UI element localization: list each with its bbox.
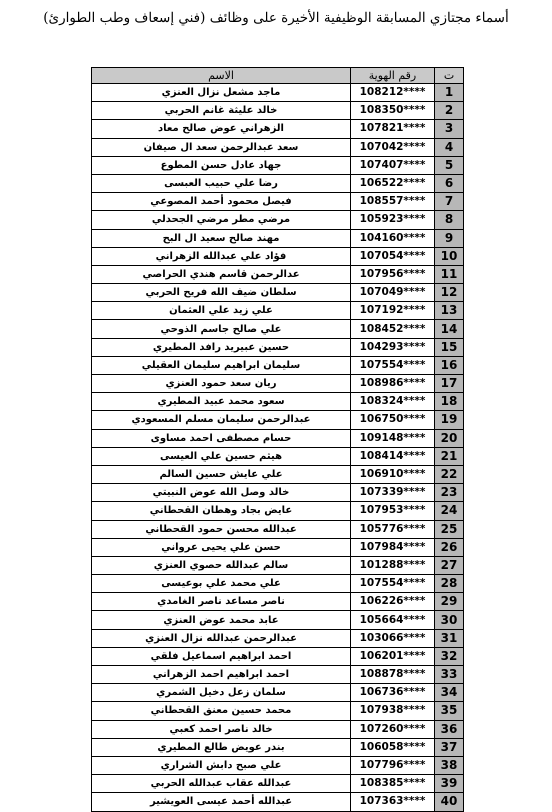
row-number: 6 <box>435 174 464 192</box>
row-name: عايض بجاد وهطان القحطاني <box>92 502 351 520</box>
row-name: عبدالله محسن حمود القحطاني <box>92 520 351 538</box>
table-row <box>92 120 464 138</box>
row-id: 108385**** <box>351 775 435 793</box>
table-row <box>92 429 464 447</box>
table-row <box>92 447 464 465</box>
table-row <box>92 756 464 774</box>
row-number: 1 <box>435 84 464 102</box>
table-row <box>92 356 464 374</box>
table-row <box>92 375 464 393</box>
row-name: جهاد عادل حسن المطوع <box>92 156 351 174</box>
row-name: حسام مصطفى احمد مساوى <box>92 429 351 447</box>
row-id: 101288**** <box>351 556 435 574</box>
table-row <box>92 211 464 229</box>
table-row <box>92 629 464 647</box>
header-number: ت <box>435 68 464 84</box>
table-row <box>92 520 464 538</box>
row-name: فيصل محمود أحمد المصوعي <box>92 193 351 211</box>
table-row <box>92 738 464 756</box>
row-name: خالد وصل الله عوض النبيتي <box>92 484 351 502</box>
table-row <box>92 193 464 211</box>
row-number: 9 <box>435 229 464 247</box>
row-name: احمد ابراهيم اسماعيل فلقي <box>92 647 351 665</box>
row-number: 31 <box>435 629 464 647</box>
table-row <box>92 393 464 411</box>
row-number: 38 <box>435 756 464 774</box>
row-id: 108324**** <box>351 393 435 411</box>
table-header-row <box>92 68 464 84</box>
row-name: بندر عويض طالع المطيري <box>92 738 351 756</box>
table-row <box>92 538 464 556</box>
row-id: 103066**** <box>351 629 435 647</box>
row-number: 24 <box>435 502 464 520</box>
row-number: 40 <box>435 793 464 811</box>
row-id: 106058**** <box>351 738 435 756</box>
row-name: حسين عبيريد رافد المطيري <box>92 338 351 356</box>
row-number: 27 <box>435 556 464 574</box>
row-name: احمد ابراهيم احمد الزهراني <box>92 666 351 684</box>
table-row <box>92 174 464 192</box>
row-number: 2 <box>435 102 464 120</box>
row-number: 25 <box>435 520 464 538</box>
row-number: 36 <box>435 720 464 738</box>
row-name: سليمان ابراهيم سليمان العقيلي <box>92 356 351 374</box>
row-number: 7 <box>435 193 464 211</box>
row-number: 28 <box>435 575 464 593</box>
row-id: 108878**** <box>351 666 435 684</box>
row-number: 19 <box>435 411 464 429</box>
row-id: 105776**** <box>351 520 435 538</box>
row-number: 12 <box>435 284 464 302</box>
row-name: علي محمد علي بوعيسى <box>92 575 351 593</box>
row-name: رضا علي حبيب العبسى <box>92 174 351 192</box>
table-row <box>92 702 464 720</box>
row-number: 39 <box>435 775 464 793</box>
row-number: 23 <box>435 484 464 502</box>
header-name: الاسم <box>92 68 351 84</box>
table-row <box>92 611 464 629</box>
table-row <box>92 793 464 811</box>
row-id: 108350**** <box>351 102 435 120</box>
row-number: 4 <box>435 138 464 156</box>
row-name: عدالرحمن قاسم هندي الحراصي <box>92 265 351 283</box>
row-id: 107042**** <box>351 138 435 156</box>
table-row <box>92 484 464 502</box>
row-number: 29 <box>435 593 464 611</box>
row-name: ريان سعد حمود العنزي <box>92 375 351 393</box>
row-id: 107796**** <box>351 756 435 774</box>
row-number: 13 <box>435 302 464 320</box>
row-id: 108414**** <box>351 447 435 465</box>
row-name: علي صالح جاسم الذوحي <box>92 320 351 338</box>
row-name: عبدالرحمن سليمان مسلم المسعودي <box>92 411 351 429</box>
row-name: مرضي مطر مرضي الجحدلي <box>92 211 351 229</box>
table-row <box>92 265 464 283</box>
table-row <box>92 138 464 156</box>
row-id: 107049**** <box>351 284 435 302</box>
row-id: 107554**** <box>351 356 435 374</box>
table-row <box>92 556 464 574</box>
row-name: ناصر مساعد ناصر الغامدي <box>92 593 351 611</box>
row-id: 107260**** <box>351 720 435 738</box>
table-row <box>92 320 464 338</box>
row-id: 105923**** <box>351 211 435 229</box>
header-id: رقم الهوية <box>351 68 435 84</box>
row-name: فؤاد علي عبدالله الزهراني <box>92 247 351 265</box>
row-number: 30 <box>435 611 464 629</box>
row-id: 106201**** <box>351 647 435 665</box>
row-name: عبدالله عقاب عبدالله الحربي <box>92 775 351 793</box>
results-table <box>91 67 464 812</box>
row-id: 107363**** <box>351 793 435 811</box>
row-name: هيثم حسين علي العيسى <box>92 447 351 465</box>
table-row <box>92 647 464 665</box>
row-number: 21 <box>435 447 464 465</box>
row-id: 108557**** <box>351 193 435 211</box>
row-id: 107956**** <box>351 265 435 283</box>
row-id: 104293**** <box>351 338 435 356</box>
row-number: 37 <box>435 738 464 756</box>
row-number: 17 <box>435 375 464 393</box>
row-number: 16 <box>435 356 464 374</box>
row-number: 3 <box>435 120 464 138</box>
row-id: 106736**** <box>351 684 435 702</box>
row-name: سالم عبدالله حصوي العنزي <box>92 556 351 574</box>
table-row <box>92 575 464 593</box>
row-name: الزهراني عوض صالح معاد <box>92 120 351 138</box>
row-id: 107953**** <box>351 502 435 520</box>
row-number: 33 <box>435 666 464 684</box>
row-name: علي عايش حسين السالم <box>92 465 351 483</box>
table-row <box>92 411 464 429</box>
row-number: 11 <box>435 265 464 283</box>
table-row <box>92 666 464 684</box>
table-row <box>92 502 464 520</box>
row-id: 107938**** <box>351 702 435 720</box>
row-id: 107339**** <box>351 484 435 502</box>
row-name: خالد عليثة غانم الحربي <box>92 102 351 120</box>
row-id: 107984**** <box>351 538 435 556</box>
row-number: 26 <box>435 538 464 556</box>
row-number: 32 <box>435 647 464 665</box>
row-id: 106522**** <box>351 174 435 192</box>
row-name: عبدالرحمن عبدالله نزال العنزي <box>92 629 351 647</box>
row-id: 107192**** <box>351 302 435 320</box>
row-name: محمد حسين معنق القحطاني <box>92 702 351 720</box>
table-row <box>92 102 464 120</box>
table-row <box>92 465 464 483</box>
row-name: سلطان ضيف الله فريح الحربي <box>92 284 351 302</box>
table-row <box>92 720 464 738</box>
row-number: 22 <box>435 465 464 483</box>
row-id: 107407**** <box>351 156 435 174</box>
row-name: سلمان زعل دخيل الشمري <box>92 684 351 702</box>
table-row <box>92 284 464 302</box>
row-number: 8 <box>435 211 464 229</box>
row-number: 5 <box>435 156 464 174</box>
row-name: حسن علي يحيى عرواني <box>92 538 351 556</box>
row-name: مهند صالح سعيد ال البح <box>92 229 351 247</box>
table-row <box>92 229 464 247</box>
table-row <box>92 247 464 265</box>
table-row <box>92 302 464 320</box>
row-id: 106910**** <box>351 465 435 483</box>
row-name: عابد محمد عوض العنزي <box>92 611 351 629</box>
row-id: 107054**** <box>351 247 435 265</box>
row-number: 34 <box>435 684 464 702</box>
row-id: 108986**** <box>351 375 435 393</box>
row-number: 35 <box>435 702 464 720</box>
row-name: خالد ناصر احمد كعبي <box>92 720 351 738</box>
table-row <box>92 156 464 174</box>
document-title: أسماء مجتازي المسابقة الوظيفية الأخيرة على وظائف (فني إسعاف وطب الطوارئ) <box>43 10 509 26</box>
row-id: 106226**** <box>351 593 435 611</box>
table-row <box>92 338 464 356</box>
row-number: 10 <box>435 247 464 265</box>
row-id: 105664**** <box>351 611 435 629</box>
row-name: ماجد مشعل نزال العنزي <box>92 84 351 102</box>
row-id: 107554**** <box>351 575 435 593</box>
table-row <box>92 593 464 611</box>
row-name: سعد عبدالرحمن سعد ال صيفان <box>92 138 351 156</box>
row-number: 15 <box>435 338 464 356</box>
table-row <box>92 84 464 102</box>
row-id: 108212**** <box>351 84 435 102</box>
row-name: عبدالله أحمد عيسى العويشير <box>92 793 351 811</box>
row-name: سعود محمد عبيد المطيري <box>92 393 351 411</box>
row-number: 14 <box>435 320 464 338</box>
row-id: 104160**** <box>351 229 435 247</box>
table-row <box>92 775 464 793</box>
row-id: 106750**** <box>351 411 435 429</box>
row-id: 107821**** <box>351 120 435 138</box>
row-number: 18 <box>435 393 464 411</box>
row-number: 20 <box>435 429 464 447</box>
row-name: علي زيد علي العثمان <box>92 302 351 320</box>
table-body <box>92 84 464 812</box>
row-id: 108452**** <box>351 320 435 338</box>
row-name: علي صبح دابش الشراري <box>92 756 351 774</box>
row-id: 109148**** <box>351 429 435 447</box>
table-row <box>92 684 464 702</box>
